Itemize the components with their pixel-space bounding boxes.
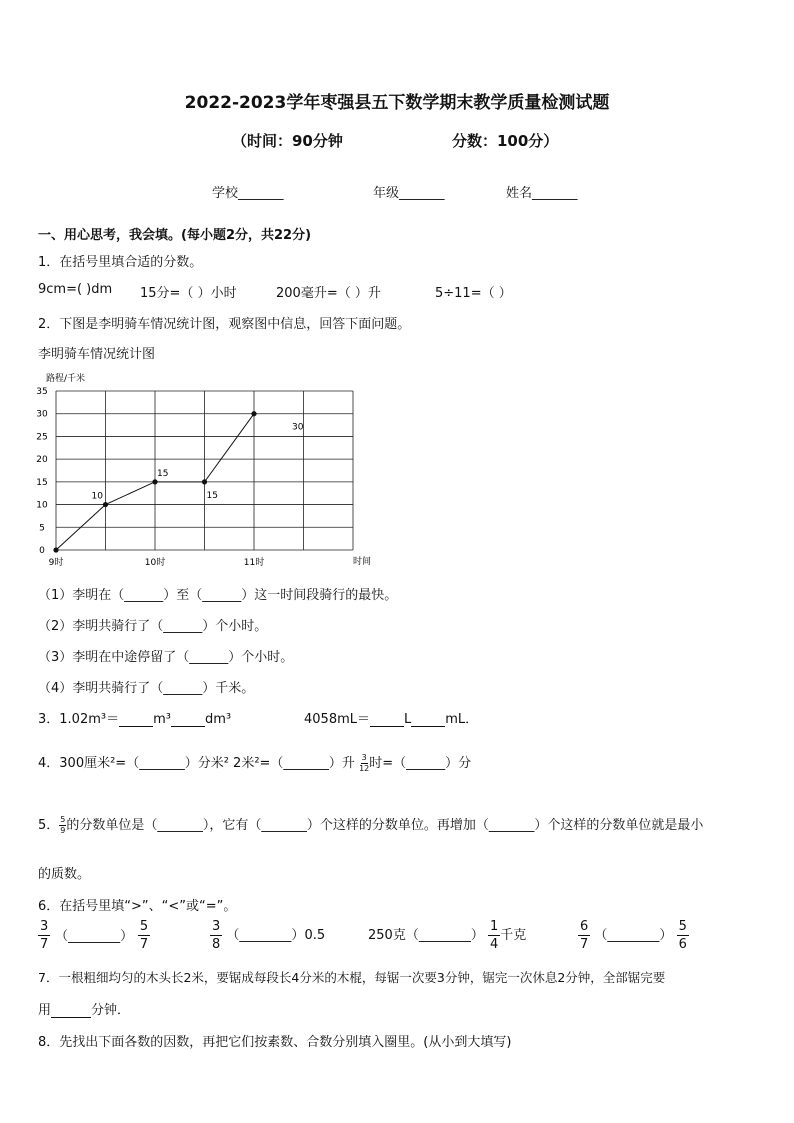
q6-fraction-5: $\frac{6}{7}$	[580, 919, 589, 952]
q6-blank-1[interactable]: （________）	[55, 929, 134, 944]
q1-part-3[interactable]: 200毫升=（ ）升	[276, 286, 381, 301]
q3-part-a: 3．1.02m³＝	[38, 712, 120, 727]
chart-title: 李明骑车情况统计图	[38, 347, 156, 362]
y-tick-label: 15	[36, 477, 48, 488]
q2-sub-1[interactable]: （1）李明在（______）至（______）这一时间段骑行的最快。	[38, 588, 398, 603]
q4-part-a[interactable]: 4．300厘米²=（_______）分米²	[38, 756, 229, 771]
q3-part-d: 4058mL＝	[304, 712, 370, 727]
y-tick-label: 35	[36, 387, 48, 397]
section-heading: 一、用心思考，我会填。(每小题2分，共22分)	[38, 228, 312, 243]
q7-line-2	[38, 999, 130, 1018]
q6-compare-2	[210, 920, 325, 951]
q6-unit: 千克	[500, 928, 527, 943]
q5-line	[38, 814, 703, 835]
q6-compare-3	[368, 920, 526, 951]
q1-part-4[interactable]: 5÷11=（ ）	[435, 286, 512, 301]
q3-blank-4[interactable]	[411, 712, 445, 727]
q6-compare-4	[578, 920, 689, 951]
q1-text: 1．在括号里填合适的分数。	[38, 255, 203, 270]
line-chart	[30, 368, 390, 573]
data-point	[202, 479, 207, 484]
q3-part-b: m³	[153, 712, 171, 727]
q1-part-2[interactable]: 15分=（ ）小时	[140, 286, 237, 301]
data-label: 10	[91, 491, 103, 502]
school-field[interactable]: 学校_______	[212, 186, 284, 201]
name-field[interactable]: 姓名_______	[506, 186, 578, 201]
q1-part-1[interactable]: 9cm=( )dm	[38, 282, 113, 297]
q6-blank-4[interactable]: （________）	[594, 928, 673, 943]
data-point	[103, 502, 108, 507]
q5-fraction: $\frac{5}{9}$	[60, 815, 66, 835]
data-point	[53, 547, 58, 552]
y-axis-label: 路程/千米	[46, 374, 86, 384]
data-point	[152, 479, 157, 484]
q6-fraction-2: $\frac{5}{7}$	[139, 919, 149, 952]
q4-fraction: $\frac{3}{12}$	[359, 753, 370, 773]
q8-text: 8．先找出下面各数的因数，再把它们按素数、合数分别填入圈里。(从小到大填写)	[38, 1035, 512, 1050]
q5-number: 5．	[38, 818, 60, 833]
q5-text[interactable]: 的分数单位是（_______），它有（_______）个这样的分数单位。再增加（_______）个这样的分数单位就是最小	[66, 818, 704, 833]
y-tick-label: 10	[36, 500, 48, 511]
q7-text-c: 分钟．	[91, 1003, 131, 1018]
y-tick-label: 0	[39, 546, 45, 556]
q3-blank-2[interactable]	[171, 712, 205, 727]
data-label: 15	[206, 490, 218, 501]
q6-fraction-6: $\frac{5}{6}$	[678, 919, 687, 952]
q3-part-e: L	[404, 712, 412, 727]
q7-blank[interactable]	[51, 1003, 91, 1018]
x-tick-label: 10时	[144, 558, 166, 568]
q3-line	[38, 708, 231, 727]
q5-text-2: 的质数。	[38, 867, 91, 882]
q6-text: 6．在括号里填“>”、“<”或“=”。	[38, 899, 237, 914]
q6-blank-2[interactable]: （________）	[226, 928, 305, 943]
x-axis-label: 时间	[353, 557, 372, 567]
data-label: 30	[292, 422, 304, 433]
chart-grid	[56, 391, 353, 550]
y-tick-label: 20	[36, 455, 48, 466]
y-tick-label: 5	[39, 523, 45, 534]
q6-fraction-3: $\frac{3}{8}$	[212, 919, 221, 952]
q6-blank-3[interactable]: （________）	[405, 928, 484, 943]
data-label: 15	[157, 468, 169, 479]
q3-blank-1[interactable]	[119, 712, 153, 727]
q6-value-2: 250克	[368, 928, 406, 943]
q2-sub-3[interactable]: （3）李明在中途停留了（______）个小时。	[38, 650, 294, 665]
exam-time: （时间：90分钟	[232, 132, 343, 150]
q4-line	[38, 752, 471, 773]
q7-text: 7．一根粗细均匀的木头长2米，要锯成每段长4分米的木棍，每锯一次要3分钟，锯完一次休息2分钟，全部锯完要	[38, 970, 666, 985]
q2-text: 2．下图是李明骑车情况统计图，观察图中信息，回答下面问题。	[38, 317, 411, 332]
q6-fraction-4: $\frac{1}{4}$	[489, 919, 499, 952]
x-tick-label: 9时	[48, 558, 64, 568]
q6-compare-1	[38, 920, 150, 951]
page-title: 2022-2023学年枣强县五下数学期末教学质量检测试题	[184, 93, 610, 113]
exam-score: 分数：100分）	[452, 132, 559, 150]
x-tick-label: 11时	[243, 558, 265, 568]
q3-part-f: mL．	[445, 712, 479, 727]
q6-value-1: 0.5	[304, 928, 326, 943]
y-tick-label: 30	[36, 409, 48, 420]
q3-part-c: dm³	[204, 712, 232, 727]
q2-sub-4[interactable]: （4）李明共骑行了（______）千米。	[38, 681, 255, 696]
y-tick-label: 25	[36, 432, 48, 443]
data-point	[251, 411, 256, 416]
q4-part-b[interactable]: 2米²=（_______）升	[233, 756, 355, 771]
q2-sub-2[interactable]: （2）李明共骑行了（______）个小时。	[38, 619, 268, 634]
q6-fraction-1: $\frac{3}{7}$	[40, 919, 49, 952]
q3-line-2	[304, 708, 478, 727]
grade-field[interactable]: 年级_______	[373, 186, 445, 201]
q4-part-c[interactable]: 时=（______）分	[369, 756, 472, 771]
q7-text-b: 用	[38, 1003, 52, 1018]
q3-blank-3[interactable]	[370, 712, 404, 727]
